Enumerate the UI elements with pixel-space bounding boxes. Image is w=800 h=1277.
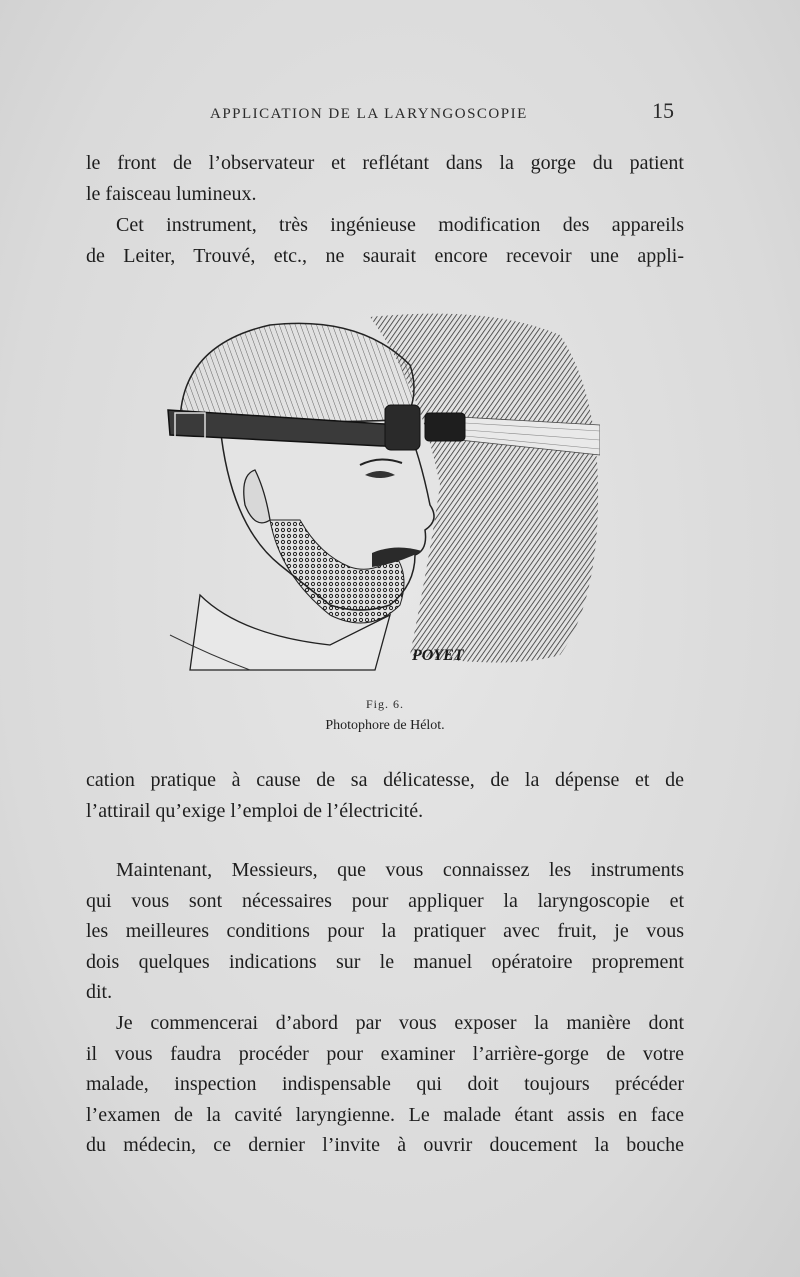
text-line: le front de l’observateur et reflétant dans la gorge du patient <box>86 152 684 174</box>
paragraph-instrument <box>86 210 684 271</box>
engraver-signature: POYET <box>412 647 464 664</box>
text-line: le faisceau lumineux. <box>86 182 257 205</box>
text-line: dit. <box>86 981 113 1003</box>
text-line: les meilleures conditions pour la pratiquer avec fruit, je vous <box>86 920 684 942</box>
text-line: du médecin, ce dernier l’invite à ouvrir doucement la bouche <box>86 1134 684 1156</box>
text-line: il vous faudra procéder pour examiner l’arrière-gorge de votre <box>86 1042 684 1065</box>
text-line: Je commencerai d’abord par vous exposer la manière dont <box>116 1012 684 1034</box>
text-line: Cet instrument, très ingénieuse modification des appareils <box>116 214 684 236</box>
text-line: malade, inspection indispensable qui doit toujours précéder <box>86 1073 684 1095</box>
text-line: Maintenant, Messieurs, que vous connaissez les instruments <box>116 859 684 881</box>
text-line: de Leiter, Trouvé, etc., ne saurait encore recevoir une appli- <box>86 244 684 267</box>
text-line: dois quelques indications sur le manuel opératoire proprement <box>86 950 684 973</box>
text-line: cation pratique à cause de sa délicatesse, de la dépense et de <box>86 769 684 791</box>
engraving-illustration <box>160 305 600 690</box>
text-line: l’attirail qu’exige l’emploi de l’électricité. <box>86 799 424 822</box>
paragraph-maintenant <box>86 855 684 1008</box>
paragraph-continuation <box>86 148 684 209</box>
lamp-housing <box>385 405 420 450</box>
figure-label: Fig. 6. <box>365 697 404 711</box>
running-header: APPLICATION DE LA LARYNGOSCOPIE <box>210 106 528 122</box>
text-line: qui vous sont nécessaires pour appliquer la laryngoscopie et <box>86 889 684 912</box>
figure-caption: Photophore de Hélot. <box>325 718 445 733</box>
paragraph-commencerai <box>86 1008 684 1161</box>
page-number: 15 <box>652 98 674 123</box>
text-line: l’examen de la cavité laryngienne. Le malade étant assis en face <box>86 1103 684 1126</box>
paragraph-practical <box>86 765 684 826</box>
hair <box>180 323 414 425</box>
